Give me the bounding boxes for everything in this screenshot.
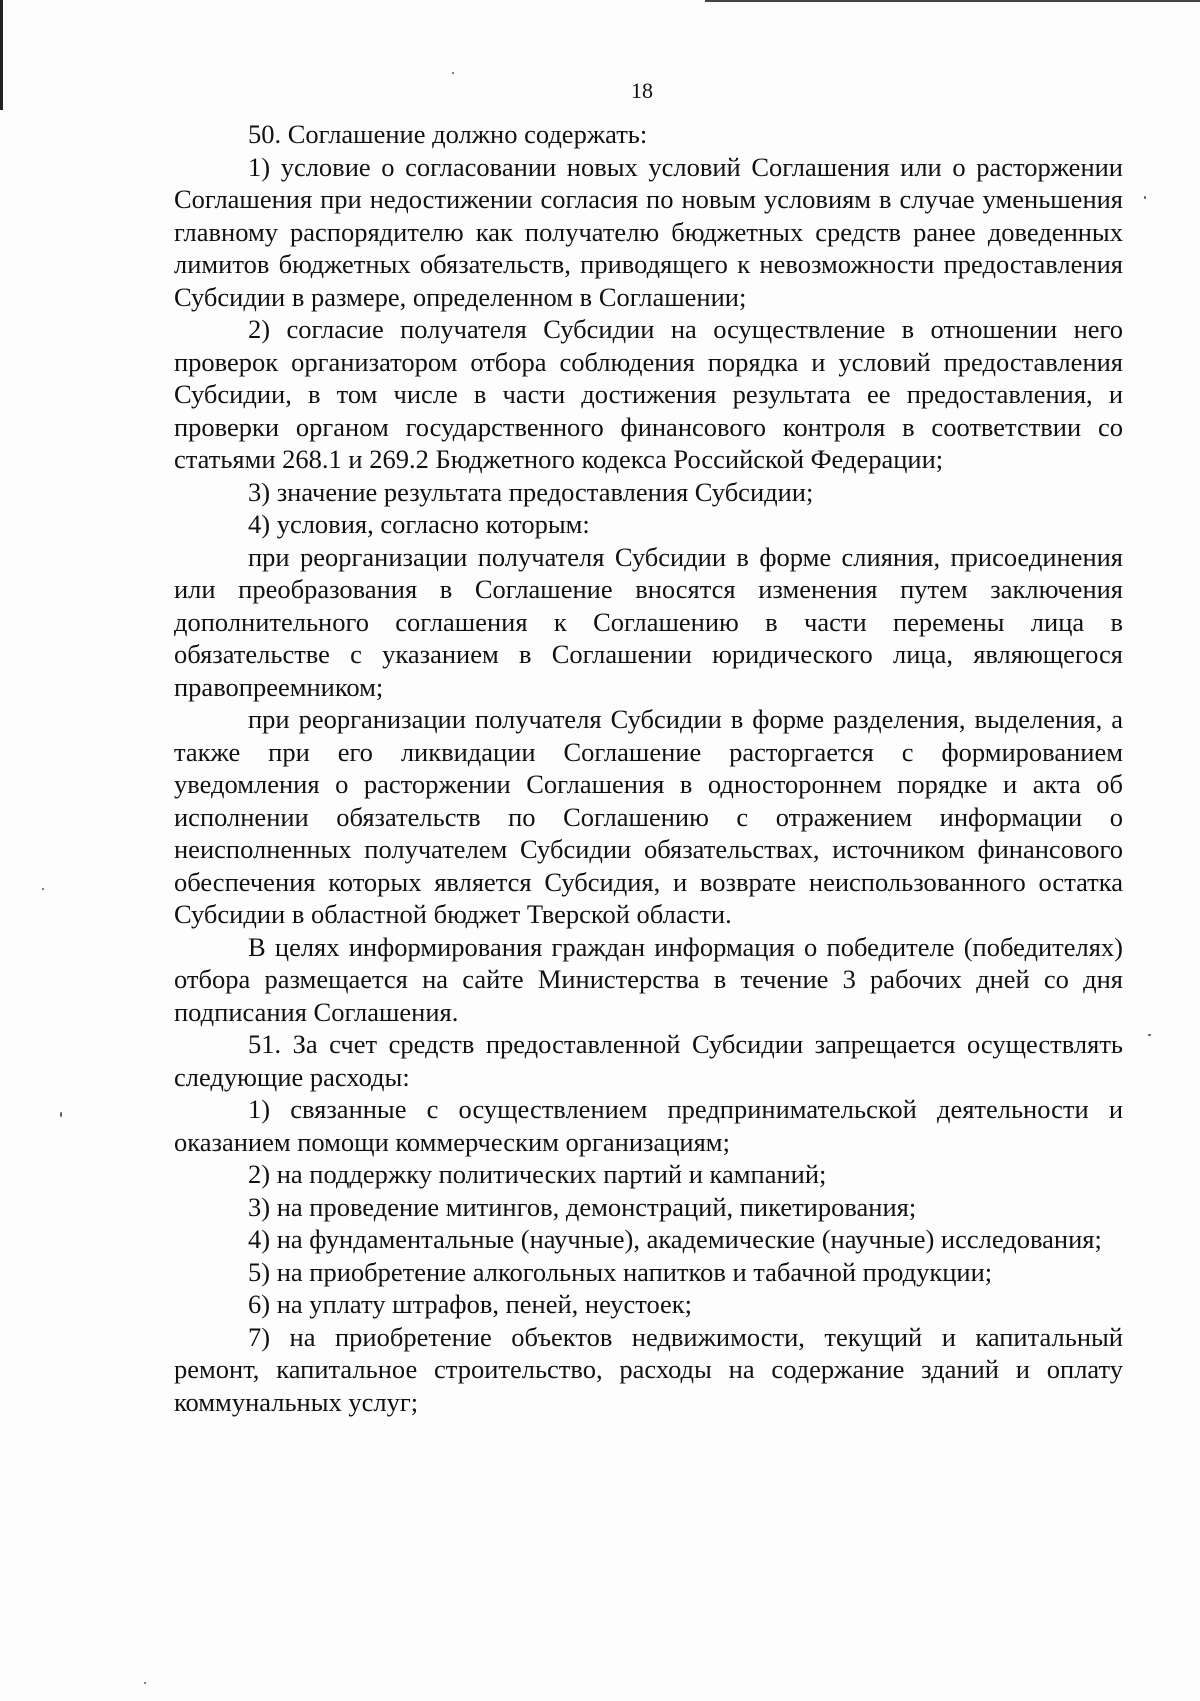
paragraph: 2) на поддержку политических партий и кампаний; xyxy=(248,1159,827,1189)
paragraph: 50. Соглашение должно содержать: xyxy=(248,119,648,149)
scan-speck xyxy=(452,72,454,74)
paragraph: 1) условие о согласовании новых условий Соглашения или о расторжении Соглашения при недостижении согласия по новым условиям в случае уменьшения главному распорядителю как получателю бюджетных средств ранее доведенных лимитов бюджетных обязательств, приводящего к невозможности предоставления Субсидии в размере, определенном в Соглашении; xyxy=(174,151,1123,312)
page-number: 18 xyxy=(631,78,653,103)
document-body xyxy=(174,118,1123,1418)
scan-speck xyxy=(1148,1034,1151,1036)
scan-speck xyxy=(60,1112,62,1117)
paragraph: 1) связанные с осуществлением предпринимательской деятельности и оказанием помощи коммерческим организациям; xyxy=(174,1094,1123,1157)
paragraph: 6) на уплату штрафов, пеней, неустоек; xyxy=(248,1289,693,1319)
paragraph: 7) на приобретение объектов недвижимости, текущий и капитальный ремонт, капитальное строительство, расходы на содержание зданий и оплату коммунальных услуг; xyxy=(174,1321,1123,1417)
paragraph: 4) на фундаментальные (научные), академические (научные) исследования; xyxy=(248,1224,1102,1254)
paragraph: при реорганизации получателя Субсидии в форме слияния, присоединения или преобразования в Соглашение вносятся изменения путем заключения дополнительного соглашения к Соглашению в части перемены лица в обязательстве с указанием в Соглашении юридического лица, являющегося правопреемником; xyxy=(174,541,1123,702)
scan-edge-top xyxy=(705,0,1200,2)
scan-speck xyxy=(1144,196,1146,199)
paragraph: при реорганизации получателя Субсидии в форме разделения, выделения, а также при его ликвидации Соглашение расторгается с формированием уведомления о расторжении Соглашения в одностороннем порядке и акта об исполнении обязательств по Соглашению с отражением информации о неисполненных получателем Субсидии обязательствах, источником финансового обеспечения которых является Субсидия, и возврате неиспользованного остатка Субсидии в областной бюджет Тверской области. xyxy=(174,704,1123,929)
paragraph: 3) на проведение митингов, демонстраций, пикетирования; xyxy=(248,1191,917,1222)
scan-speck xyxy=(42,888,44,890)
paragraph: 2) согласие получателя Субсидии на осуществление в отношении него проверок организатором отбора соблюдения порядка и условий предоставления Субсидии, в том числе в части достижения результата ее предоставления, и проверки органом государственного финансового контроля в соответствии со статьями 268.1 и 269.2 Бюджетного кодекса Российской Федерации; xyxy=(174,314,1123,474)
paragraph: 5) на приобретение алкогольных напитков и табачной продукции; xyxy=(248,1256,993,1287)
paragraph: В целях информирования граждан информация о победителе (победителях) отбора размещается на сайте Министерства в течение 3 рабочих дней со дня подписания Соглашения. xyxy=(174,931,1123,1027)
paragraph: 51. За счет средств предоставленной Субсидии запрещается осуществлять следующие расходы: xyxy=(174,1029,1123,1092)
paragraph: 3) значение результата предоставления Субсидии; xyxy=(248,476,814,507)
scan-speck xyxy=(144,1682,146,1684)
paragraph: 4) условия, согласно которым: xyxy=(248,509,590,539)
